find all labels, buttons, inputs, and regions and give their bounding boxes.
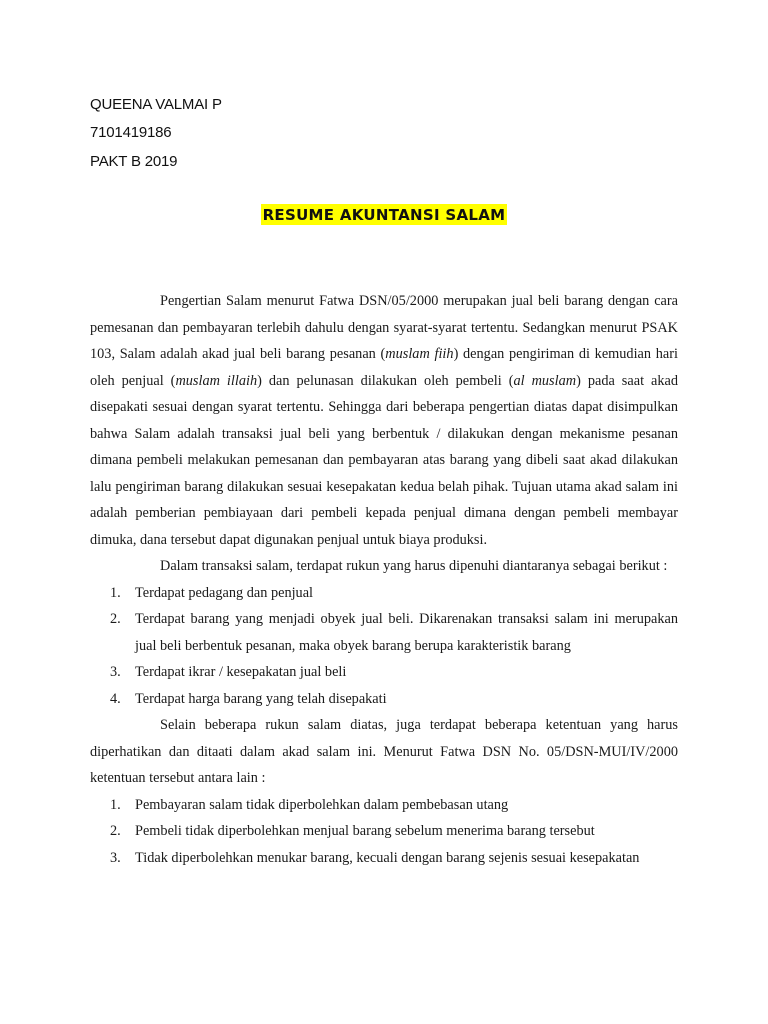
list-item xyxy=(90,792,678,819)
list-number: 3. xyxy=(110,849,121,866)
italic-term: muslam fiih xyxy=(385,346,454,362)
list-item xyxy=(90,845,678,872)
list-number: 2. xyxy=(110,611,121,627)
paragraph-text: Pengertian Salam menurut Fatwa DSN/05/2000 merupakan jual beli barang dengan cara pemesanan dan pembayaran terlebih dahulu dengan syarat-syarat tertentu. Sedangkan menurut PSAK 103, Salam adalah akad jual beli barang pesanan ( xyxy=(90,293,678,362)
paragraph-rukun-intro: Dalam transaksi salam, terdapat rukun yang harus dipenuhi diantaranya sebagai berikut : xyxy=(160,558,668,574)
rukun-list xyxy=(90,580,678,713)
class-label: PAKT B 2019 xyxy=(90,153,178,170)
paragraph-text: ) pada saat akad disepakati sesuai dengan syarat tertentu. Sehingga dari beberapa pengertian diatas dapat disimpulkan bahwa Salam adalah transaksi jual beli yang berbentuk / dilakukan dengan mekanisme pesanan dimana pembeli melakukan pemesanan dan pembayaran atas barang yang dibeli saat akad dilakukan lalu pengiriman barang dilakukan sesuai kesepakatan kedua belah pihak. Tujuan utama akad salam ini adalah pemberian pembiayaan dari pembeli kepada penjual dimana dengan pembeli membayar dimuka, dana tersebut dapat digunakan penjual untuk biaya produksi. xyxy=(90,372,679,548)
paragraph-definition xyxy=(90,288,678,553)
list-text: Terdapat pedagang dan penjual xyxy=(135,584,314,601)
list-text: Terdapat barang yang menjadi obyek jual beli. Dikarenakan transaksi salam ini merupakan jual beli berbentuk pesanan, maka obyek barang berupa karakteristik barang xyxy=(135,611,678,654)
list-item xyxy=(90,659,678,686)
list-text: Pembeli tidak diperbolehkan menjual barang sebelum menerima barang tersebut xyxy=(135,823,595,839)
list-text: Tidak diperbolehkan menukar barang, kecuali dengan barang sejenis sesuai kesepakatan xyxy=(135,849,640,866)
author-name: QUEENA VALMAI P xyxy=(90,96,222,113)
list-item xyxy=(90,686,678,713)
list-number: 3. xyxy=(110,664,121,680)
document-body xyxy=(90,288,678,871)
list-text: Terdapat ikrar / kesepakatan jual beli xyxy=(135,664,347,680)
title-wrapper xyxy=(0,204,768,225)
list-number: 1. xyxy=(110,584,121,601)
student-id: 7101419186 xyxy=(90,124,172,141)
list-item xyxy=(90,818,678,845)
list-text: Pembayaran salam tidak diperbolehkan dalam pembebasan utang xyxy=(135,796,509,813)
italic-term: al muslam xyxy=(513,372,577,389)
ketentuan-list xyxy=(90,792,678,872)
list-number: 2. xyxy=(110,823,121,839)
paragraph-ketentuan-intro: Selain beberapa rukun salam diatas, juga terdapat beberapa ketentuan yang harus diperhatikan dan ditaati dalam akad salam ini. Menurut Fatwa DSN No. 05/DSN-MUI/IV/2000 ketentuan tersebut antara lain : xyxy=(90,717,678,786)
list-number: 1. xyxy=(110,796,121,813)
list-text: Terdapat harga barang yang telah disepakati xyxy=(135,690,387,707)
list-item xyxy=(90,606,678,659)
list-item xyxy=(90,580,678,607)
paragraph-text: ) dan pelunasan dilakukan oleh pembeli ( xyxy=(257,372,514,389)
italic-term: muslam illaih xyxy=(175,372,258,389)
document-title: RESUME AKUNTANSI SALAM xyxy=(262,206,506,224)
list-number: 4. xyxy=(110,690,121,707)
paragraph-text: ) dengan pengiriman di kemudian hari oleh penjual ( xyxy=(90,346,678,389)
